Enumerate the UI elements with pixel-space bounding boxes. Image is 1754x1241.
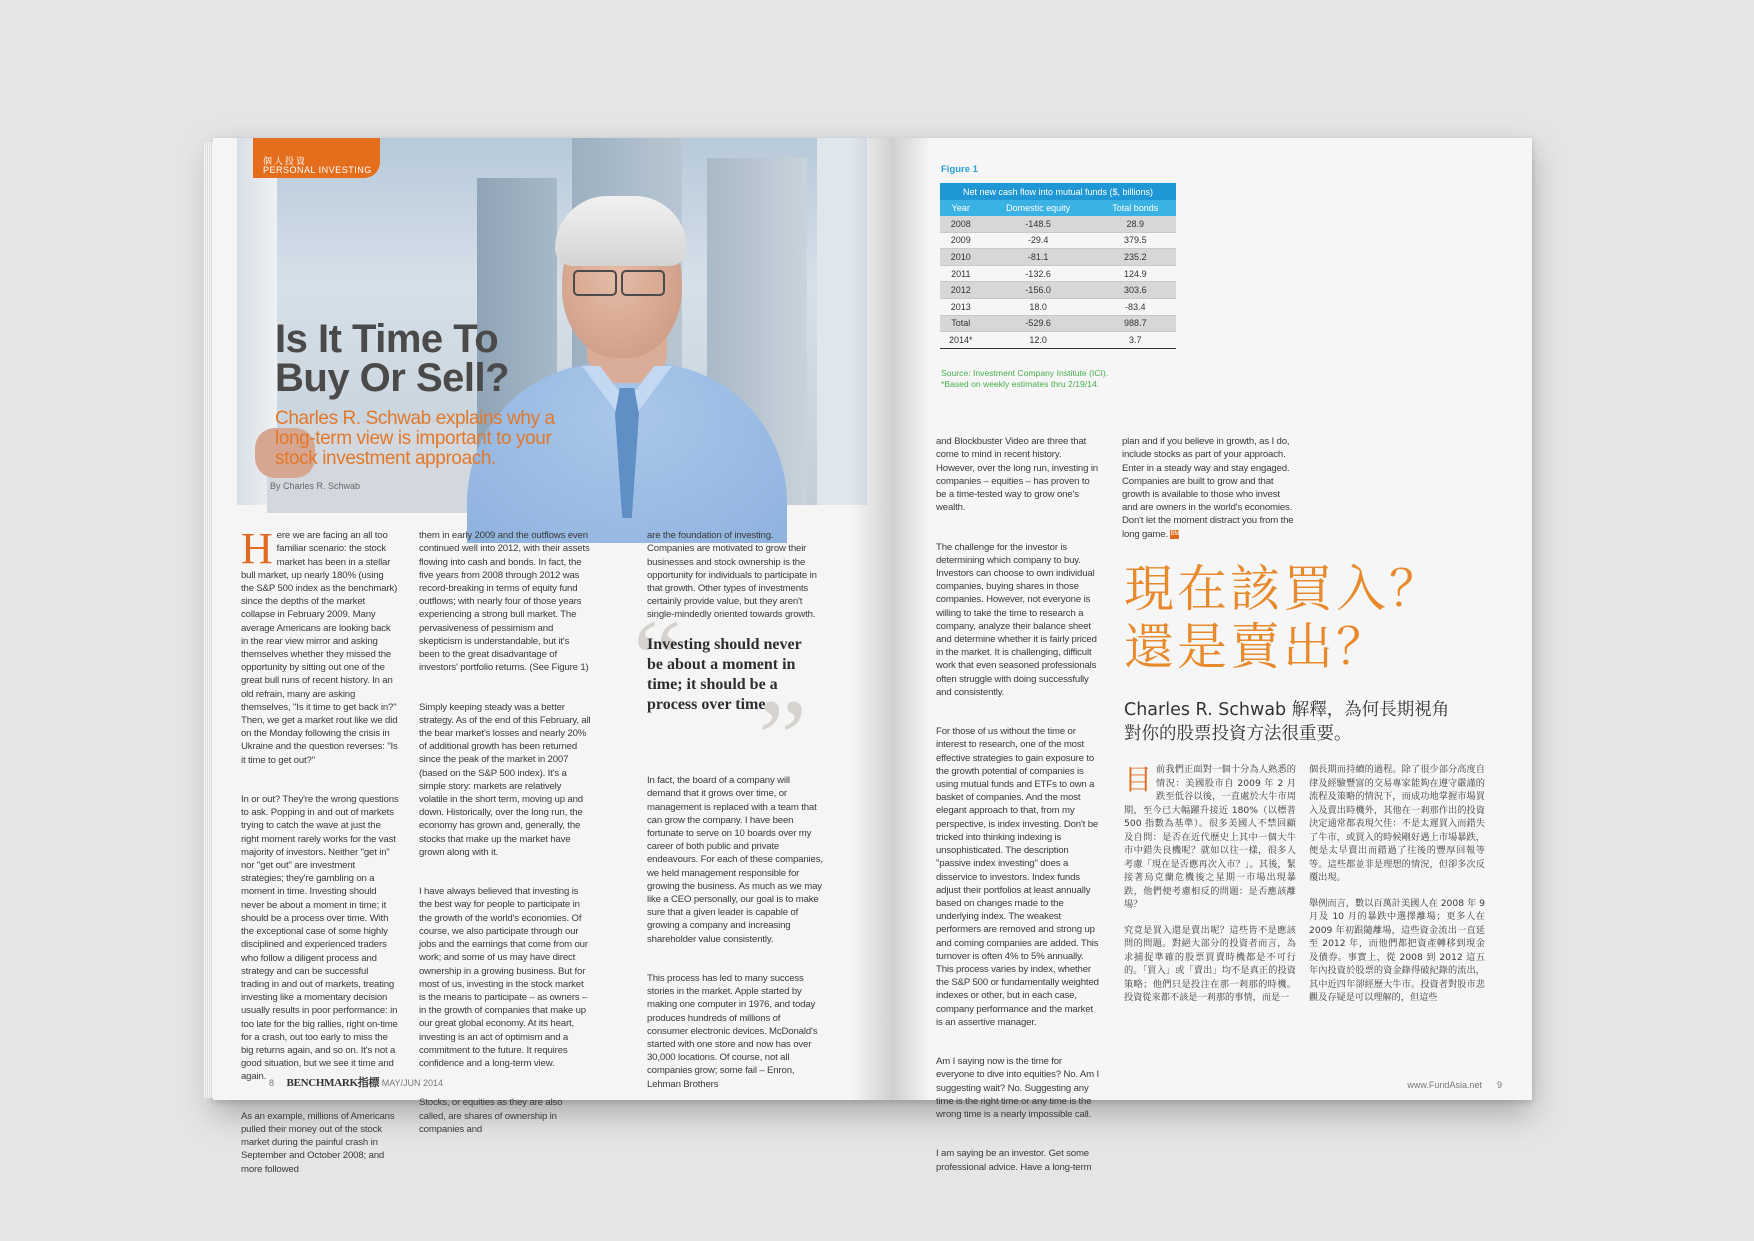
gutter-shadow-left <box>851 138 891 1100</box>
figure-table <box>940 183 1176 349</box>
right-body-column-1 <box>936 422 1102 1173</box>
table-row: 2008 -148.5 28.9 <box>940 216 1176 232</box>
table-row: 2014* 12.0 3.7 <box>940 332 1176 349</box>
paragraph: 前我們正面對一個十分為人熟悉的情況：美國股市自 2009 年 2 月跌至低谷以後，一直處於大牛市周期，至今已大幅躍升接近 180%（以標普 500 指數為基準）。很多美國人不禁回顧及自問：是否在近代歷史上其中一個大牛市中錯失良機呢？就如以往一樣，很多人考慮「現在是否應再次入市？」。其後，緊接著烏克蘭危機後之星期一市場出現暴跌，他們便考慮相反的問題：是否應該離場？ <box>1124 764 1296 910</box>
drop-cap: H <box>241 524 273 574</box>
paragraph: I have always believed that investing is the best way for people to participate in the growth of the world's economies. Of course, we also participate through our jobs and the earnings that come from our work; and some of us may have direct ownership in a growing business. But for most of us, investing in the stock market is the means to participate – as owners – in the growth of companies that make up our great global economy. At its heart, investing is an act of optimism and a commitment to the future. It requires confidence and a long-term view. <box>419 886 588 1069</box>
section-label-en: PERSONAL INVESTING <box>263 165 372 175</box>
gutter-shadow-right <box>891 138 931 1100</box>
figure-footnote: *Based on weekly estimates thru 2/19/14. <box>941 379 1100 389</box>
table-row: 2010 -81.1 235.2 <box>940 249 1176 266</box>
right-page <box>891 138 1532 1173</box>
paragraph: are the foundation of investing. Companies are motivated to grow their businesses and stock ownership is the opportunity for individuals to participate in that growth. Other types of investments certainly provide value, but they aren't single-mindedly oriented towards growth. <box>647 530 817 621</box>
table-row: 2013 18.0 -83.4 <box>940 298 1176 315</box>
figure-label: Figure 1 <box>941 164 978 175</box>
page-number: 8 <box>269 1078 275 1088</box>
section-label-zh: 個人投資 <box>263 156 308 166</box>
column-header: Total bonds <box>1095 200 1176 216</box>
article-headline: Is It Time To Buy Or Sell? <box>275 317 510 400</box>
paragraph: 個長期而持續的過程。除了很少部分高度自律及經驗豐富的交易專家能夠在遵守嚴謹的流程及策略的情況下，而成功地掌握市場買入及賣出時機外，其他在一剎那作出的投資決定通常都表現欠佳：不是太遲買入而錯失了牛市，或買入的時候剛好遇上市場暴跌，便是太早賣出而錯過了往後的豐厚回報等等。這些都並非是理想的情況，但卻多次反覆出現。 <box>1309 764 1485 883</box>
byline: By Charles R. Schwab <box>270 481 361 491</box>
end-mark-icon: BM <box>1170 530 1180 537</box>
paragraph: and Blockbuster Video are three that come to mind in recent history. However, over the long run, investing in companies – equities – has proven to be a time-tested way to grow one's wealth. <box>936 436 1098 514</box>
issue-date: MAY/JUN 2014 <box>381 1078 444 1088</box>
paragraph: For those of us without the time or interest to research, one of the most effective strategies to gain exposure to the growth potential of companies is using mutual funds and ETFs to own a basket of companies. And the most elegant approach to that, from my perspective, is index investing. Don't be tricked into thinking indexing is unsophisticated. The description "passive index investing" does a disservice to investors. Index funds adjust their portfolios at least annually based on changes made to the underlying index. The weakest performers are removed and strong up and coming companies are added. This turnover is often 4% to 5% annually. This process varies by index, whether the S&P 500 or fundamentally weighted indexes or other, but in each case, company performance and the market is an assertive manager. <box>936 726 1099 1028</box>
table-row: 2009 -29.4 379.5 <box>940 232 1176 249</box>
paragraph: In or out? They're the wrong questions to ask. Popping in and out of markets trying to catch the wave at just the right moment rarely works for the vast majority of investors. Neither "get in" nor "get out" are investment strategies; they're gambling on a moment in time. Investing should never be about a moment in time; it should be a process over time. With the exceptional case of some highly disciplined and experienced traders who follow a diligent process and strategy and can be successful trading in and out of markets, treating investing like a momentary decision usually results in poor performance: in too late for the big rallies, right on-time for a crash, out too early to miss the big returns again, and so on. It's not a good situation, but we see it time and again. <box>241 794 399 1083</box>
table-row: Total -529.6 988.7 <box>940 315 1176 332</box>
table-row: 2012 -156.0 303.6 <box>940 282 1176 299</box>
figure-notes <box>941 368 1108 390</box>
column-header: Year <box>940 200 982 216</box>
website-url: www.FundAsia.net <box>1407 1080 1482 1090</box>
chinese-column-2 <box>1309 763 1485 1073</box>
chinese-column-1 <box>1124 763 1296 1073</box>
magazine-spread <box>213 138 1532 1175</box>
drop-cap: 目 <box>1124 763 1153 796</box>
chinese-subhead: Charles R. Schwab 解釋，為何長期視角對你的股票投資方法很重要。 <box>1124 700 1450 744</box>
paragraph: As an example, millions of Americans pulled their money out of the stock market during the painful crash in September and October 2008; and more followed <box>241 1110 395 1175</box>
paragraph: In fact, the board of a company will demand that it grows over time, or management is replaced with a team that can grow the company. I have been fortunate to serve on 10 boards over my career of both public and private endeavours. For each of these companies, we held management responsible for growing the business. As much as we may like a CEO personally, our goal is to make sure that a given leader is capable of growing a company and increasing shareholder value consistently. <box>647 775 823 945</box>
paragraph: Am I saying now is the time for everyone to dive into equities? No. Am I suggesting wait? No. Suggesting any time is the right time or any time is the wrong time is a nearly impossible call. <box>936 1056 1100 1120</box>
column-header: Domestic equity <box>982 200 1095 216</box>
page-edges <box>203 142 213 1098</box>
close-quote-icon: ” <box>758 677 807 799</box>
paragraph: 究竟是買入還是賣出呢？這些皆不是應該問的問題。對絕大部分的投資者而言，為求捕捉準確的股票買賣時機都是不可行的。「買入」或「賣出」均不是真正的投資策略；他們只是投注在那一剎那的時機。投資從來都不該是一剎那的事情，而是一 <box>1124 924 1296 1003</box>
body-column-3-bottom <box>647 761 823 1090</box>
paragraph: The challenge for the investor is determining which company to buy. Investors can choose to own individual companies, buying shares in those companies. However, not everyone is willing to take the time to research a company, analyze their balance sheet and determine whether it is fairly priced in the market. It is challenging, difficult work that even seasoned professionals often struggle with doing successfully and consistently. <box>936 541 1097 698</box>
paragraph: I am saying be an investor. Get some professional advice. Have a long-term <box>936 1148 1092 1173</box>
right-body-column-2 <box>1122 422 1294 542</box>
table-row: 2011 -132.6 124.9 <box>940 265 1176 282</box>
left-folio <box>269 1074 443 1090</box>
right-folio <box>1407 1080 1502 1090</box>
glasses-icon <box>569 270 669 294</box>
paragraph: Stocks, or equities as they are also called, are shares of ownership in companies and <box>419 1097 563 1135</box>
magazine-brand: BENCHMARK指標 <box>286 1077 380 1089</box>
paragraph: 舉例而言，數以百萬計美國人在 2008 年 9 月及 10 月的暴跌中選擇離場；更多人在 2009 年初跟隨離場，這些資金流出一直延至 2012 年，而他們都把資產轉移到現金及債券。事實上，從 2008 到 2012 這五年內投資於股票的資金錄得破紀錄的流出，其中近四年卻經歷大牛市。投資者對股市悲觀及存疑是可以理解的，但這些 <box>1309 897 1485 1003</box>
figure-caption: Net new cash flow into mutual funds ($, billions) <box>940 183 1176 200</box>
article-subhead: Charles R. Schwab explains why a long-term view is important to your stock investment approach. <box>275 408 555 469</box>
chinese-headline: 現在該買入？ 還是賣出？ <box>1124 560 1442 676</box>
paragraph: ere we are facing an all too familiar scenario: the stock market has been in a stellar bull market, up nearly 180% (using the S&P 500 index as the benchmark) since the depths of the market collapse in February 2009. Many average Americans are looking back in the rear view mirror and asking themselves whether they missed the opportunity by sitting out one of the great bull runs of recent history. In an old refrain, many are asking themselves, "Is it time to get back in?" Then, we get a market rout like we did on the Monday following the crisis in Ukraine and the question reverses: "Is it time to get out?" <box>241 530 398 766</box>
paragraph: them in early 2009 and the outflows even continued well into 2012, with their assets flowing into cash and bonds. In fact, the five years from 2008 through 2012 was record-breaking in terms of equity fund outflows; with nearly four of those years experiencing a strong bull market. The pervasiveness of pessimism and skepticism is understandable, but it's been to the great disadvantage of investors' portfolio returns. (See Figure 1) <box>419 530 590 674</box>
figure-source: Source: Investment Company Institute (ICI). <box>941 368 1109 378</box>
section-tab <box>253 138 380 178</box>
body-column-2 <box>419 516 591 1135</box>
paragraph: This process has led to many success stories in the market. Apple started by making one computer in 1976, and today produces hundreds of millions of consumer electronic devices. McDonald's started with one store and now has over 30,000 locations. Of course, not all companies grow; some fail – Enron, Lehman Brothers <box>647 973 818 1090</box>
pull-quote: Investing should never be about a moment in time; it should be a process over time. <box>647 636 802 713</box>
open-quote-icon: “ <box>633 597 682 719</box>
paragraph: plan and if you believe in growth, as I do, include stocks as part of your approach. Enter in a steady way and stay engaged. Companies are built to grow and that growth is available to those who invest and are owners in the world's economies. Don't let the moment distract you from the long game. <box>1122 436 1294 540</box>
page-number: 9 <box>1496 1080 1502 1090</box>
paragraph: Simply keeping steady was a better strategy. As of the end of this February, all the bear market's losses and nearly 20% of additional growth has been returned since the peak of the market in 2007 (based on the S&P 500 index). It's a simple story: markets are relatively volatile in the short term, moving up and down. Historically, over the long run, the economy has grown and, generally, the stocks that make up the market have grown along with it. <box>419 701 591 858</box>
left-page <box>213 138 891 1175</box>
